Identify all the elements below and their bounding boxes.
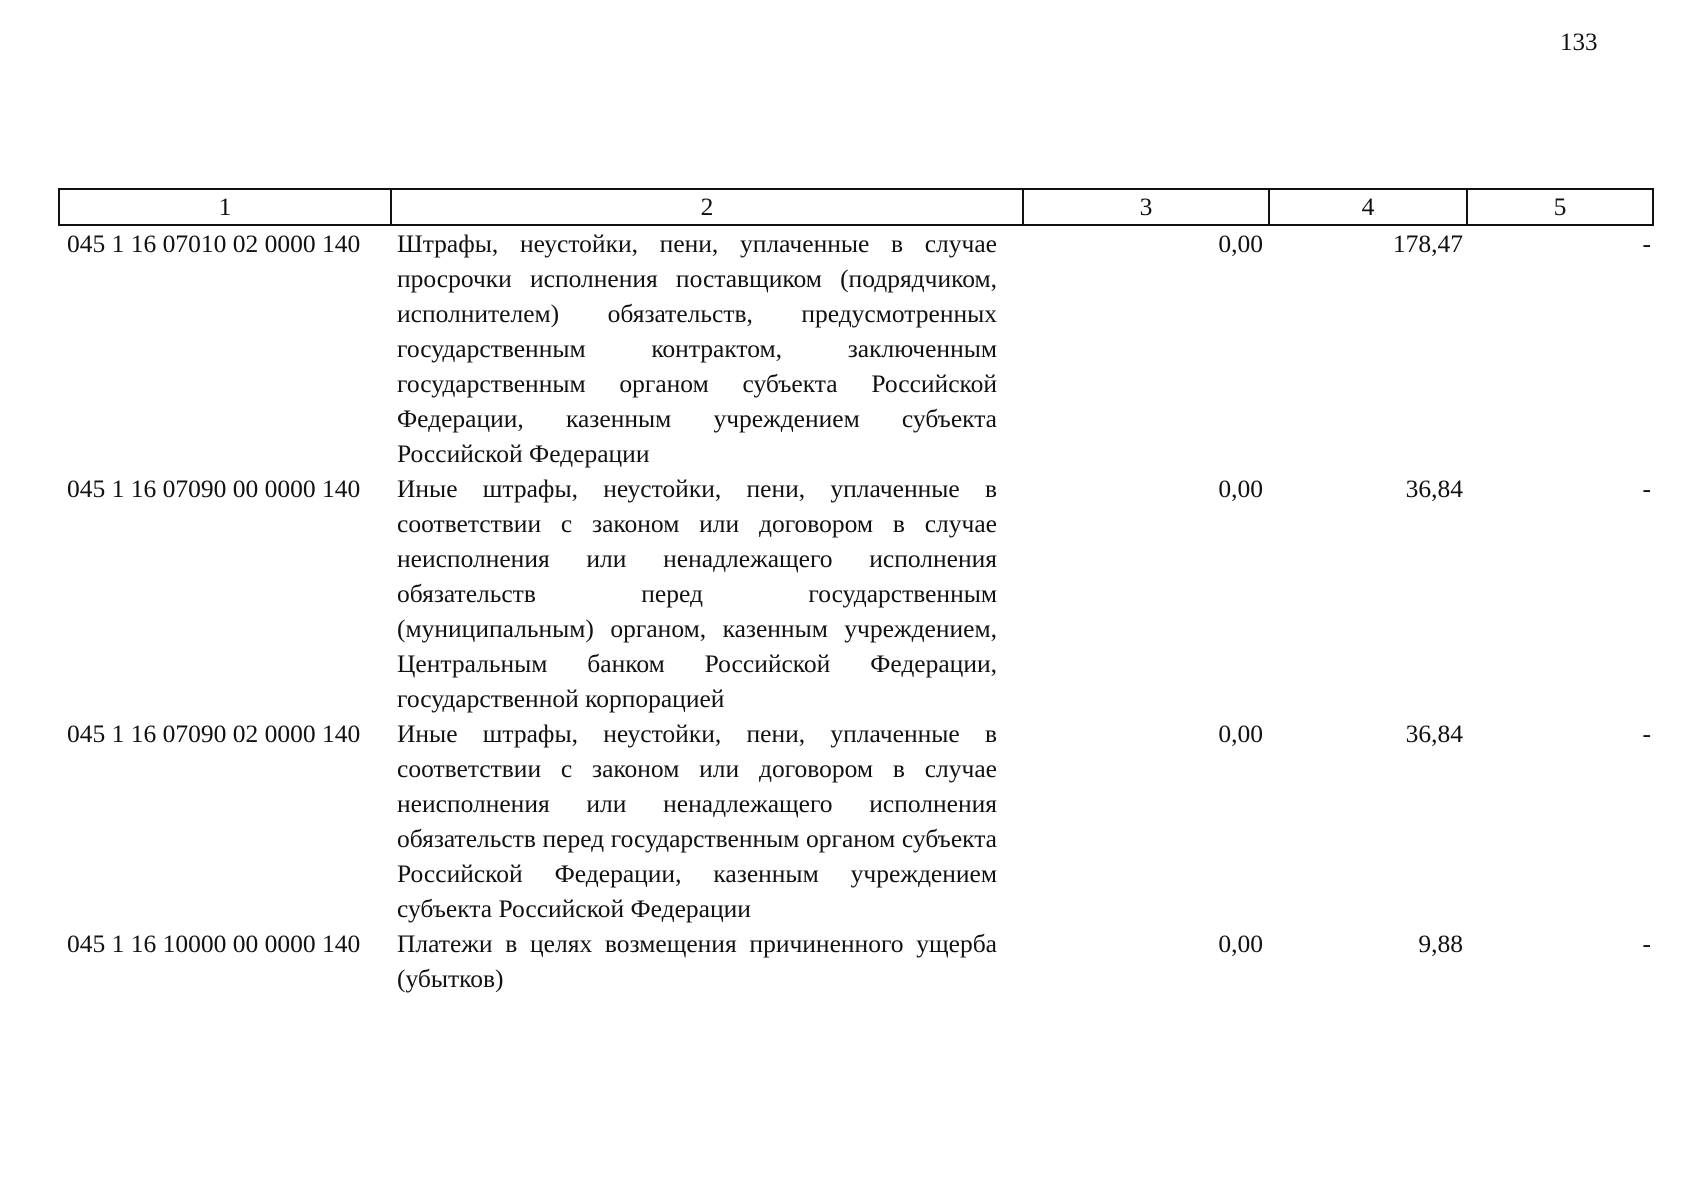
header-col-3: 3: [1023, 189, 1269, 225]
row-code: 045 1 16 07090 00 0000 140: [67, 474, 361, 503]
header-col-2: 2: [391, 189, 1023, 225]
row-value-col3: 0,00: [1218, 719, 1263, 748]
header-row: [59, 189, 1653, 225]
row-value-col5: -: [1642, 929, 1651, 958]
revenue-table: [58, 188, 1654, 996]
table-row: [59, 926, 1653, 996]
table-header: [59, 189, 1653, 225]
row-name: Иные штрафы, неустойки, пени, уплаченные в соответствии с законом или договором в случае неисполнения или ненадлежащего исполнения обязательств перед государственным органом субъекта Российской Федерации, казенным учреждением субъекта Российской Федерации: [397, 719, 997, 923]
row-value-col3: 0,00: [1218, 474, 1263, 503]
table-row: [59, 716, 1653, 926]
table-body: [59, 225, 1653, 996]
table-row: [59, 225, 1653, 471]
row-code: 045 1 16 07090 02 0000 140: [67, 719, 361, 748]
row-name: Платежи в целях возмещения причиненного ущерба (убытков): [397, 929, 997, 993]
row-value-col5: -: [1642, 474, 1651, 503]
row-name: Иные штрафы, неустойки, пени, уплаченные в соответствии с законом или договором в случае неисполнения или ненадлежащего исполнения обязательств перед государственным (муниципальным) органом, казенным учреждением, Центральным банком Российской Федерации, государственной корпорацией: [397, 474, 997, 713]
header-col-4: 4: [1269, 189, 1467, 225]
page-number: 133: [1560, 29, 1598, 56]
row-value-col3: 0,00: [1218, 229, 1263, 258]
row-value-col4: 36,84: [1405, 719, 1463, 748]
row-value-col4: 9,88: [1418, 929, 1463, 958]
row-code: 045 1 16 07010 02 0000 140: [67, 229, 361, 258]
row-value-col3: 0,00: [1218, 929, 1263, 958]
row-value-col5: -: [1642, 229, 1651, 258]
row-value-col4: 178,47: [1392, 229, 1463, 258]
header-col-5: 5: [1467, 189, 1653, 225]
header-col-1: 1: [59, 189, 391, 225]
row-value-col5: -: [1642, 719, 1651, 748]
row-code: 045 1 16 10000 00 0000 140: [67, 929, 361, 958]
row-value-col4: 36,84: [1405, 474, 1463, 503]
row-name: Штрафы, неустойки, пени, уплаченные в случае просрочки исполнения поставщиком (подрядчиком, исполнителем) обязательств, предусмотренных государственным контрактом, заключенным государственным органом субъекта Российской Федерации, казенным учреждением субъекта Российской Федерации: [397, 229, 997, 468]
table-row: [59, 471, 1653, 716]
